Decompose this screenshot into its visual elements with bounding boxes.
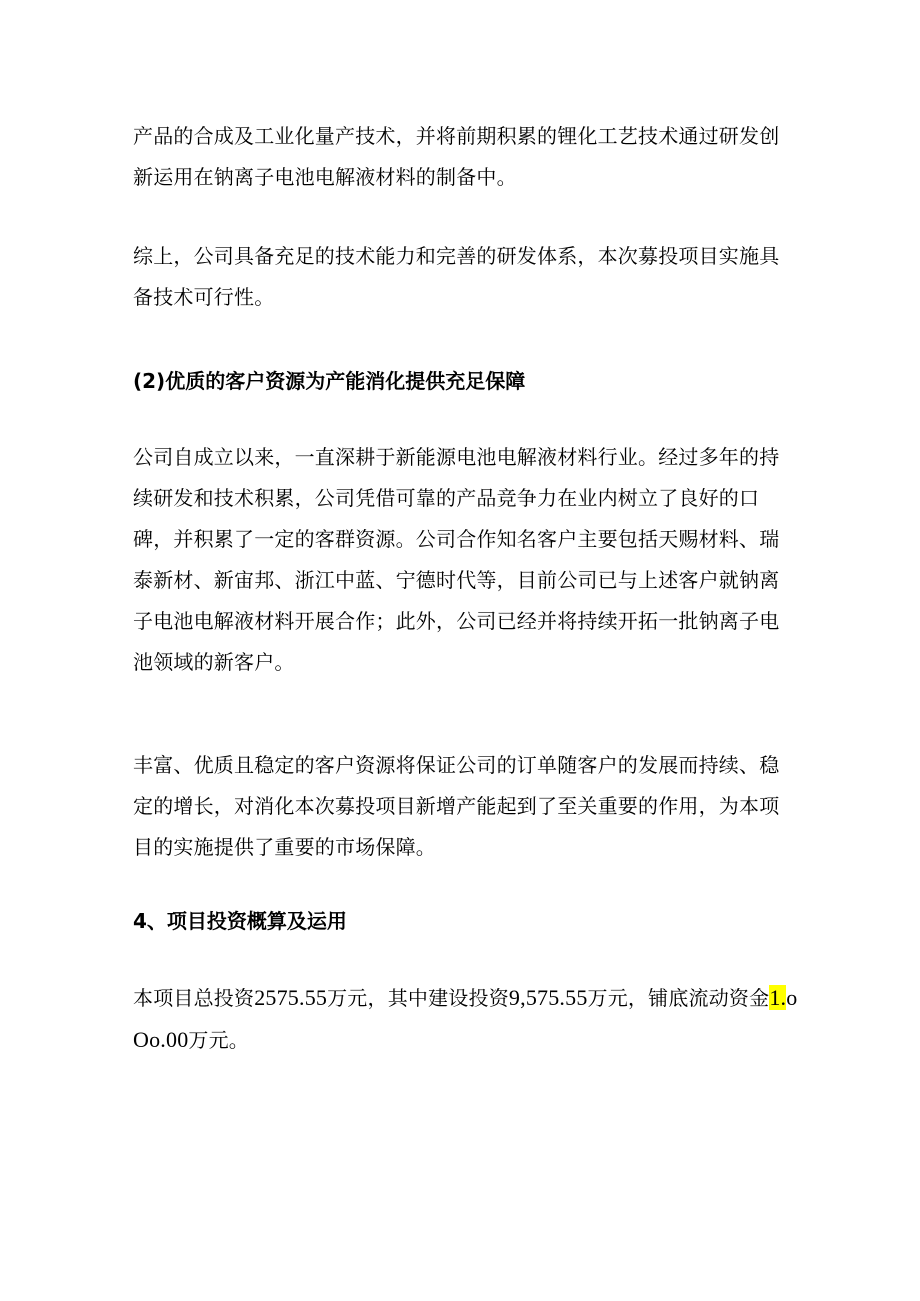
paragraph-customer-history: 公司自成立以来，一直深耕于新能源电池电解液材料行业。经过多年的持续研发和技术积累，公司凭借可靠的产品竞争力在业内树立了良好的口碑，并积累了一定的客群资源。公司合作知名客户主要包括天赐材料、瑞泰新材、新宙邦、浙江中蓝、宁德时代等，目前公司已与上述客户就钠离子电池电解液材料开展合作；此外，公司已经并将持续开拓一批钠离子电池领域的新客户。	[133, 445, 780, 674]
working-capital-value: oOo.00	[133, 985, 798, 1052]
investment-text-2: 万元，其中建设投资	[327, 986, 509, 1010]
paragraph-investment-summary	[133, 977, 798, 1061]
investment-text-4: 万元。	[188, 1028, 249, 1052]
section-heading-customer-resources: (2)优质的客户资源为产能消化提供充足保障	[133, 369, 526, 393]
total-investment-value: 2575.55	[254, 985, 328, 1010]
section-heading-investment: 4、项目投资概算及运用	[133, 909, 347, 933]
paragraph-tech-summary: 综上，公司具备充足的技术能力和完善的研发体系，本次募投项目实施具备技术可行性。	[133, 244, 780, 309]
paragraph-customer-guarantee: 丰富、优质且稳定的客户资源将保证公司的订单随客户的发展而持续、稳定的增长，对消化本次募投项目新增产能起到了至关重要的作用，为本项目的实施提供了重要的市场保障。	[133, 753, 780, 859]
investment-text-3: 万元，铺底流动资金	[587, 986, 770, 1010]
paragraph-tech-continuation: 产品的合成及工业化量产技术，并将前期积累的锂化工艺技术通过研发创新运用在钠离子电池电解液材料的制备中。	[133, 124, 780, 189]
construction-investment-value: 9,575.55	[508, 985, 588, 1010]
highlighted-working-capital-prefix: 1.	[769, 985, 787, 1010]
investment-text-1: 本项目总投资	[133, 986, 255, 1010]
